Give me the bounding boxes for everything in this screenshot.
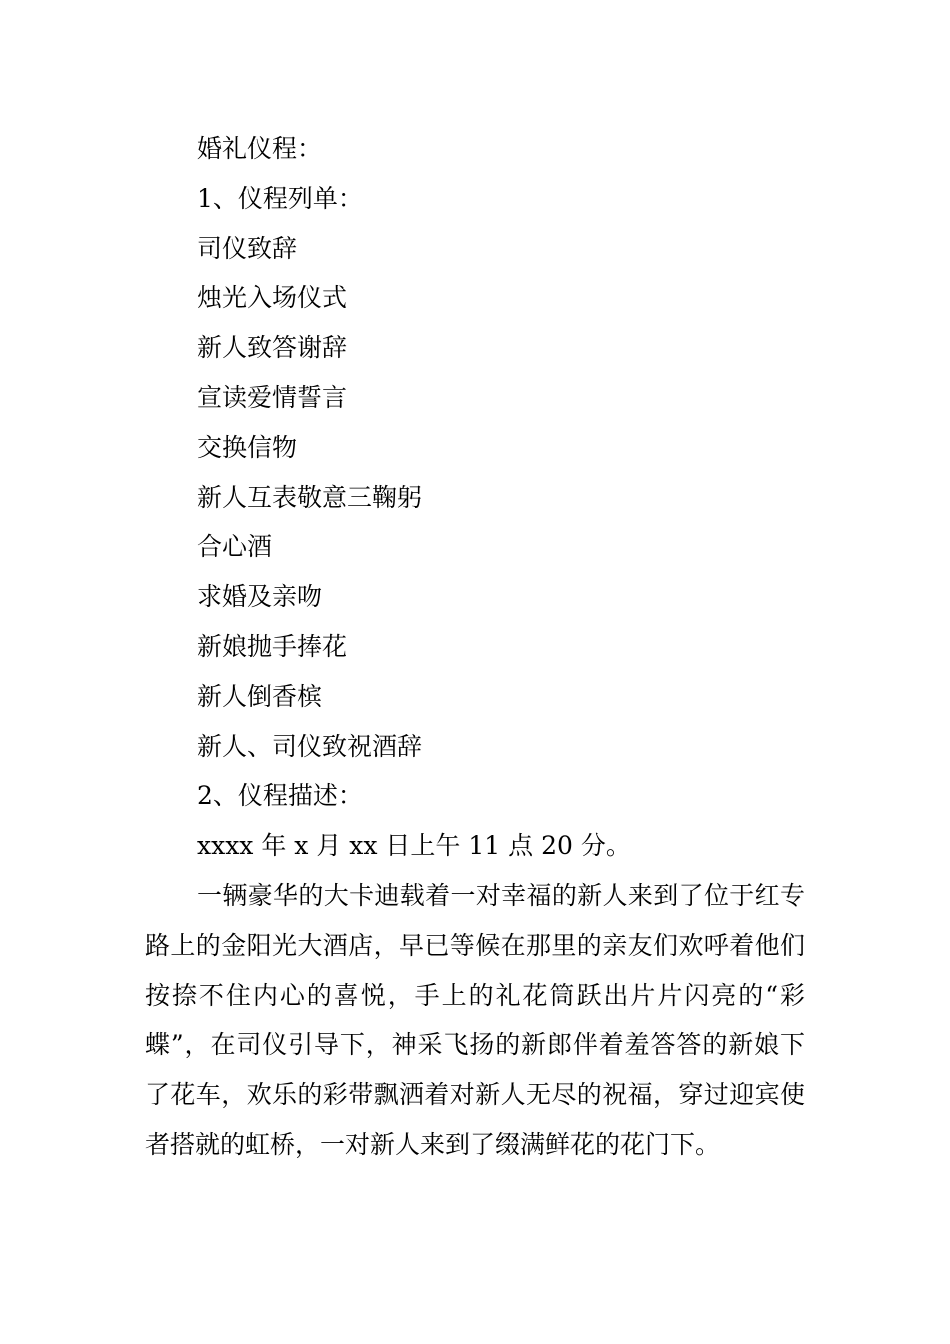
program-item: 宣读爱情誓言 <box>197 382 348 412</box>
program-item: 烛光入场仪式 <box>197 283 348 313</box>
date-line: xxxx 年 x 月 xx 日上午 11 点 20 分。 <box>197 831 631 861</box>
document-heading: 婚礼仪程： <box>197 134 323 163</box>
program-item: 交换信物 <box>197 432 298 462</box>
document-body <box>145 124 805 1170</box>
program-item: 新人、司仪致祝酒辞 <box>197 731 423 761</box>
program-item: 新人互表敬意三鞠躬 <box>197 482 423 512</box>
program-item: 新人倒香槟 <box>197 681 323 711</box>
program-item: 新娘抛手捧花 <box>197 631 348 661</box>
section-1-title: 1、仪程列单： <box>197 183 363 213</box>
program-item: 求婚及亲吻 <box>197 582 323 612</box>
section-2-title: 2、仪程描述： <box>197 781 363 811</box>
program-item: 新人致答谢辞 <box>197 333 348 363</box>
program-item: 合心酒 <box>197 532 273 562</box>
program-item: 司仪致辞 <box>197 233 298 263</box>
description-paragraph: 一辆豪华的大卡迪载着一对幸福的新人来到了位于红专路上的金阳光大酒店，早已等候在那里的亲友们欢呼着他们按捺不住内心的喜悦，手上的礼花筒跃出片片闪亮的“彩蝶”，在司仪引导下，神采飞扬的新郎伴着羞答答的新娘下了花车，欢乐的彩带飘洒着对新人无尽的祝福，穿过迎宾使者搭就的虹桥，一对新人来到了缀满鲜花的花门下。 <box>145 880 805 1159</box>
